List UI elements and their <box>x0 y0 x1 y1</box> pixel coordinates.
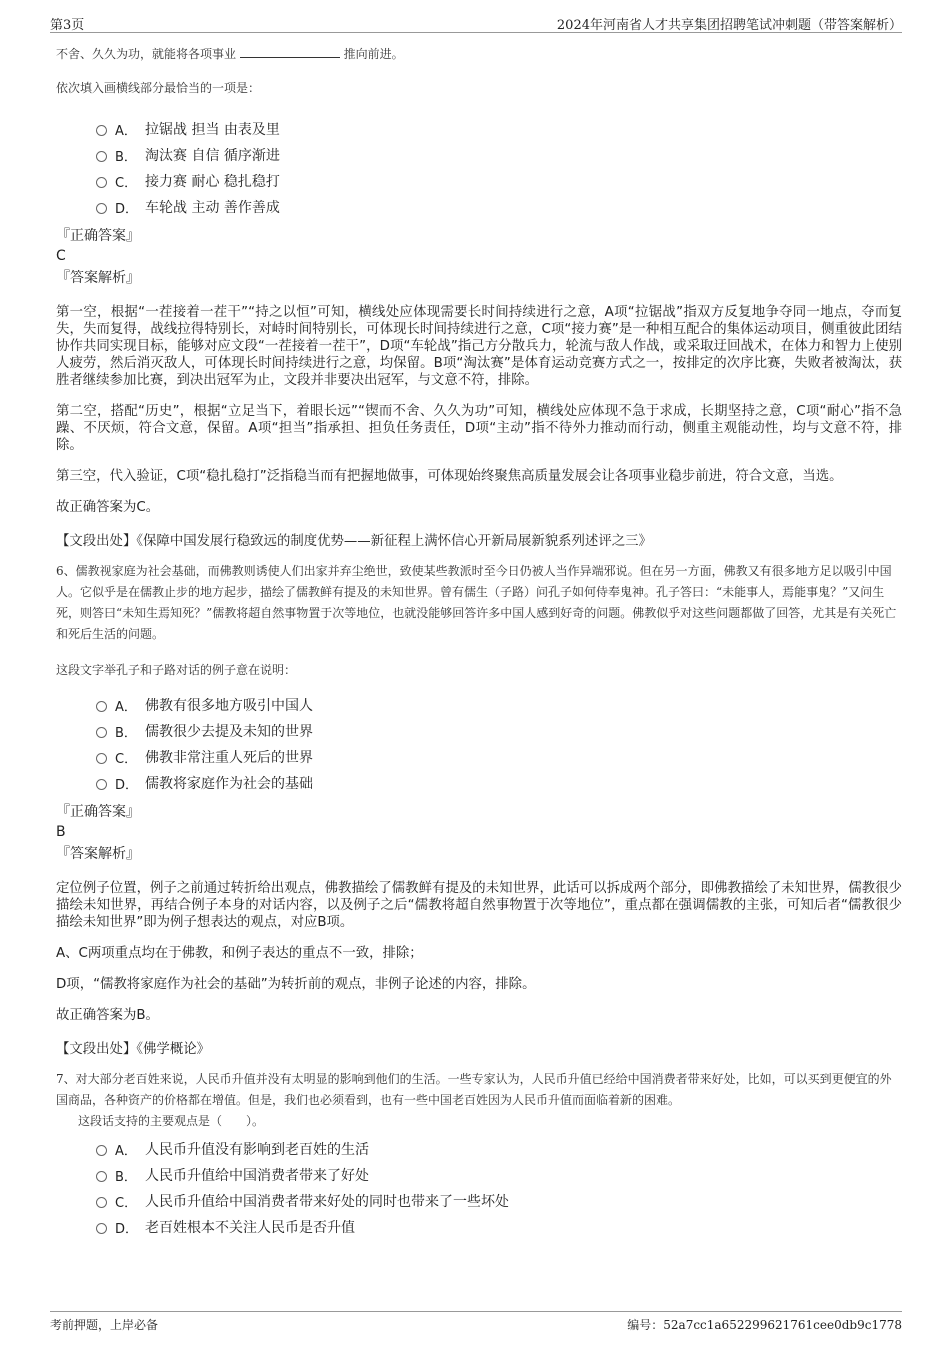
radio-icon[interactable] <box>96 125 107 136</box>
q5-blank <box>240 45 340 58</box>
radio-icon[interactable] <box>96 779 107 790</box>
page-footer <box>50 1311 902 1332</box>
footer-slogan: 考前押题，上岸必备 <box>50 1318 159 1332</box>
q6-option-c[interactable]: C． 佛教非常注重人死后的世界 <box>96 744 902 770</box>
document-id: 编号：52a7cc1a652299621761cee0db9c1778 <box>627 1318 902 1332</box>
q6-ask: 这段文字举孔子和子路对话的例子意在说明： <box>56 663 297 677</box>
q6-option-b[interactable]: B． 儒教很少去提及未知的世界 <box>96 718 902 744</box>
radio-icon[interactable] <box>96 203 107 214</box>
q5-option-c[interactable]: C． 接力赛 耐心 稳扎稳打 <box>96 168 902 194</box>
q5-options <box>96 116 902 220</box>
radio-icon[interactable] <box>96 1197 107 1208</box>
q7-option-c[interactable]: C． 人民币升值给中国消费者带来好处的同时也带来了一些坏处 <box>96 1188 902 1214</box>
radio-icon[interactable] <box>96 1223 107 1234</box>
document-title: 2024年河南省人才共享集团招聘笔试冲刺题（带答案解析） <box>556 18 902 33</box>
q5-answer: C <box>56 248 66 264</box>
q6-options <box>96 692 902 796</box>
q6-analysis-3: D项，“儒教将家庭作为社会的基础”为转折前的观点，非例子论述的内容，排除。 <box>56 977 536 992</box>
q5-analysis-3: 第三空，代入验证，C项“稳扎稳打”泛指稳当而有把握地做事，可体现始终聚焦高质量发展会让各项事业稳步前进，符合文意，当选。 <box>56 469 843 484</box>
q5-stem-before: 不舍、久久为功，就能将各项事业 <box>56 47 237 61</box>
q6-option-a[interactable]: A． 佛教有很多地方吸引中国人 <box>96 692 902 718</box>
radio-icon[interactable] <box>96 1171 107 1182</box>
q5-analysis-1: 第一空，根据“一茬接着一茬干”“持之以恒”可知，横线处应体现需要长时间持续进行之意，A项“拉锯战”指双方反复地争夺同一地点，夺而复失，失而复得，战线拉得特别长，对峙时间特别长，可体现长时间持续进行之意，C项“接力赛”是一种相互配合的集体运动项目，侧重彼此团结协作共同实现目标，能够对应文段“一茬接着一茬干”，D项“车轮战”指己方分散兵力，轮流与敌人作战，或采取迂回战术，在体力和智力上使别人疲劳，然后消灭敌人，可体现长时间持续进行之意，均保留。B项“淘汰赛”是体育运动竞赛方式之一，按排定的次序比赛，失败者被淘汰，获胜者继续参加比赛，到决出冠军为止，文段并非要决出冠军，与文意不符，排除。 <box>56 305 902 388</box>
q6-option-d[interactable]: D． 儒教将家庭作为社会的基础 <box>96 770 902 796</box>
q5-analysis-label: 『答案解析』 <box>56 270 140 286</box>
q6-answer-label: 『正确答案』 <box>56 804 140 820</box>
q7-ask: 这段话支持的主要观点是（ ）。 <box>78 1114 265 1128</box>
radio-icon[interactable] <box>96 151 107 162</box>
q5-stem <box>56 44 902 65</box>
radio-icon[interactable] <box>96 753 107 764</box>
q6-analysis-label: 『答案解析』 <box>56 846 140 862</box>
radio-icon[interactable] <box>96 1145 107 1156</box>
main-content <box>56 44 902 1246</box>
page-header <box>50 12 902 33</box>
radio-icon[interactable] <box>96 177 107 188</box>
q5-analysis-2: 第二空，搭配“历史”，根据“立足当下，着眼长远”“锲而不舍、久久为功”可知，横线处应体现不急于求成，长期坚持之意，C项“耐心”指不急躁、不厌烦，符合文意，保留。A项“担当”指承担、担负任务责任，D项“主动”指不待外力推动而行动，侧重主观能动性，均与文意不符，排除。 <box>56 404 902 453</box>
q5-stem-after: 推向前进。 <box>343 47 404 61</box>
q7-option-b[interactable]: B． 人民币升值给中国消费者带来了好处 <box>96 1162 902 1188</box>
q5-option-a[interactable]: A． 拉锯战 担当 由表及里 <box>96 116 902 142</box>
q5-analysis-4: 故正确答案为C。 <box>56 500 160 515</box>
q7-stem: 7、对大部分老百姓来说，人民币升值并没有太明显的影响到他们的生活。一些专家认为，人民币升值已经给中国消费者带来好处，比如，可以买到更便宜的外国商品，各种资产的价格都在增值。但是，我们也必须看到，也有一些中国老百姓因为人民币升值而面临着新的困难。 <box>56 1072 892 1107</box>
q5-answer-label: 『正确答案』 <box>56 228 140 244</box>
q7-option-a[interactable]: A． 人民币升值没有影响到老百姓的生活 <box>96 1136 902 1162</box>
q5-ask: 依次填入画横线部分最恰当的一项是： <box>56 81 261 95</box>
q5-option-d[interactable]: D． 车轮战 主动 善作善成 <box>96 194 902 220</box>
radio-icon[interactable] <box>96 701 107 712</box>
q6-answer: B <box>56 824 66 840</box>
radio-icon[interactable] <box>96 727 107 738</box>
q6-source: 【文段出处】《佛学概论》 <box>56 1042 210 1057</box>
q7-options <box>96 1136 902 1240</box>
q6-stem: 6、儒教视家庭为社会基础，而佛教则诱使人们出家并弃尘绝世，致使某些教派时至今日仍被人当作异端邪说。但在另一方面，佛教又有很多地方足以吸引中国人。它似乎是在儒教止步的地方起步，描绘了儒教鲜有提及的未知世界。曾有儒生（子路）问孔子如何侍奉鬼神。孔子答曰：“未能事人，焉能事鬼？”又问生死，则答曰“未知生焉知死？”儒教将超自然事物置于次等地位，也就没能够回答许多中国人感到好奇的问题。佛教似乎对这些问题都做了回答，尤其是有关死亡和死后生活的问题。 <box>56 564 897 641</box>
q5-source: 【文段出处】《保障中国发展行稳致远的制度优势——新征程上满怀信心开新局展新貌系列述评之三》 <box>56 534 652 549</box>
q6-analysis-2: A、C两项重点均在于佛教，和例子表达的重点不一致，排除； <box>56 946 423 961</box>
q6-analysis-4: 故正确答案为B。 <box>56 1008 159 1023</box>
page-number: 第3页 <box>50 18 85 33</box>
q5-option-b[interactable]: B． 淘汰赛 自信 循序渐进 <box>96 142 902 168</box>
q7-option-d[interactable]: D． 老百姓根本不关注人民币是否升值 <box>96 1214 902 1240</box>
q6-analysis-1: 定位例子位置，例子之前通过转折给出观点，佛教描绘了儒教鲜有提及的未知世界，此话可以拆成两个部分，即佛教描绘了未知世界，儒教很少描绘未知世界，再结合例子本身的对话内容，以及例子之后“儒教将超自然事物置于次等地位”，重点都在强调儒教的主张，可知后者“儒教很少描绘未知世界”即为例子想表达的观点，对应B项。 <box>56 881 902 930</box>
